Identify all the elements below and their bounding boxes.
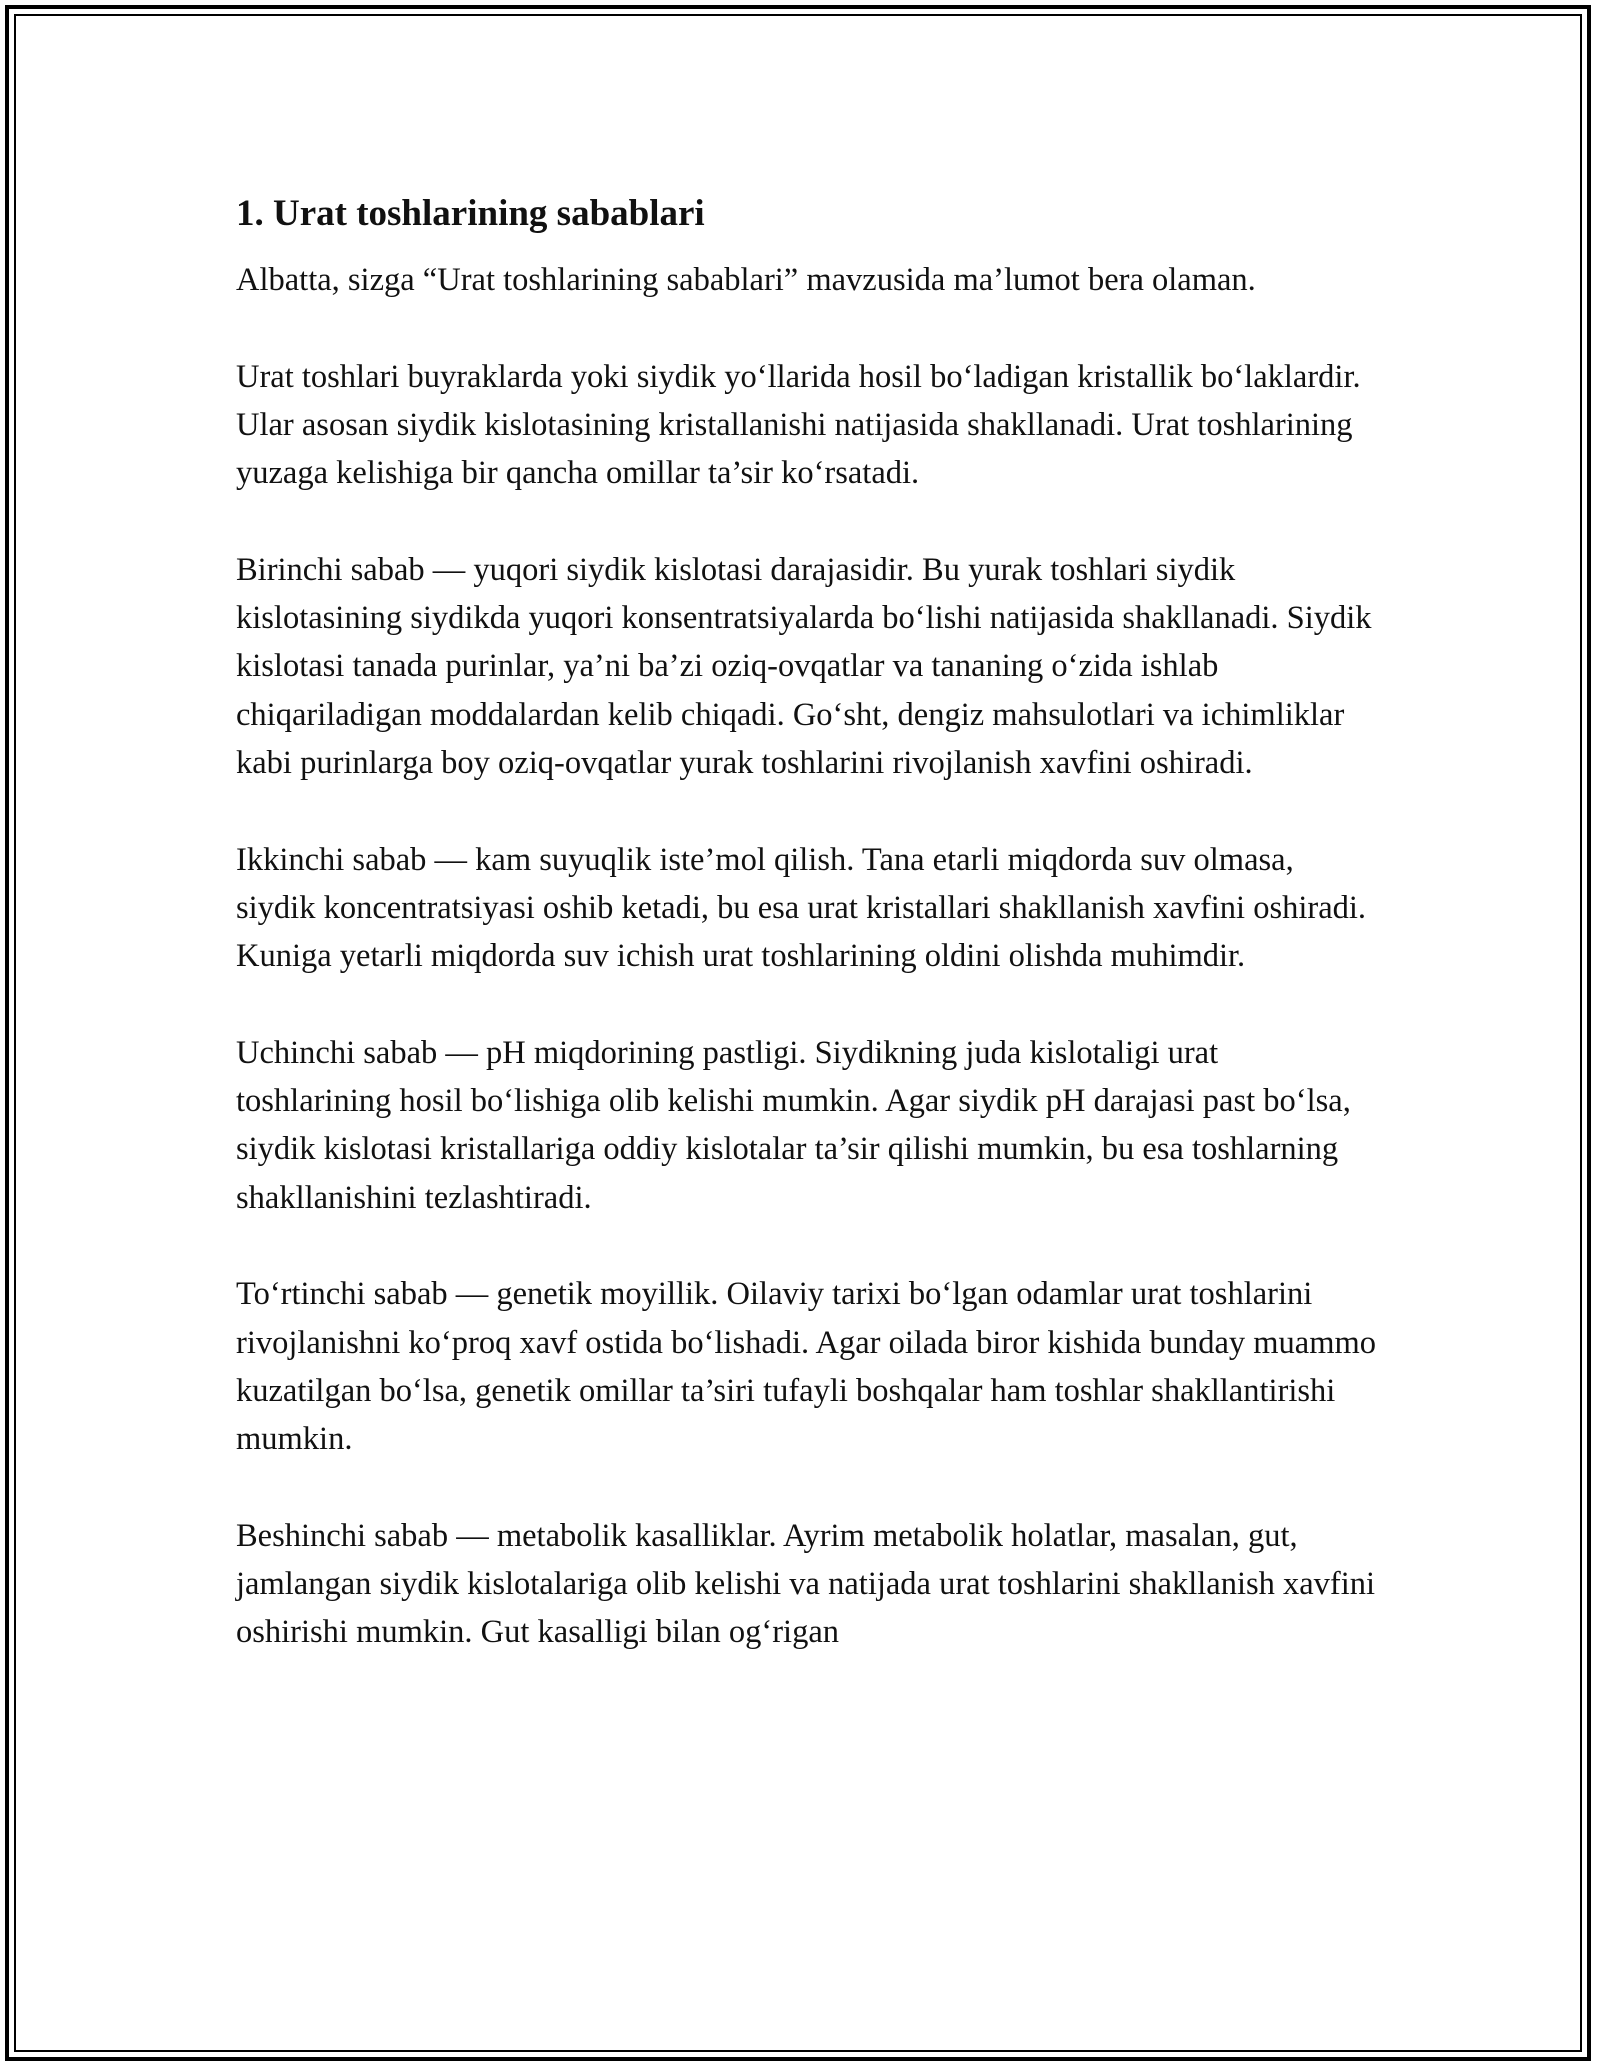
document-body	[236, 186, 1376, 1657]
paragraph-cause-3: Uchinchi sabab — pH miqdorining pastligi. Siydikning juda kislotaligi urat toshlarining hosil bo‘lishiga olib kelishi mumkin. Agar siydik pH darajasi past bo‘lsa, siydik kislotasi kristallariga oddiy kislotalar ta’sir qilishi mumkin, bu esa toshlarning shakllanishini tezlashtiradi.	[236, 1034, 1351, 1216]
paragraph-cause-1: Birinchi sabab — yuqori siydik kislotasi darajasidir. Bu yurak toshlari siydik kislotasining siydikda yuqori konsentratsiyalarda bo‘lishi natijasida shakllanadi. Siydik kislotasi tanada purinlar, ya’ni ba’zi oziq-ovqatlar va tananing o‘zida ishlab chiqariladigan moddalardan kelib chiqadi. Go‘sht, dengiz mahsulotlari va ichimliklar kabi purinlarga boy oziq-ovqatlar yurak toshlarini rivojlanish xavfini oshiradi.	[236, 551, 1372, 781]
paragraph-definition: Urat toshlari buyraklarda yoki siydik yo‘llarida hosil bo‘ladigan kristallik bo‘laklardir. Ular asosan siydik kislotasining kristallanishi natijasida shakllanadi. Urat toshlarining yuzaga kelishiga bir qancha omillar ta’sir ko‘rsatadi.	[236, 358, 1361, 492]
paragraph-cause-4: To‘rtinchi sabab — genetik moyillik. Oilaviy tarixi bo‘lgan odamlar urat toshlarini rivojlanishni ko‘proq xavf ostida bo‘lishadi. Agar oilada biror kishida bunday muammo kuzatilgan bo‘lsa, genetik omillar ta’siri tufayli boshqalar ham toshlar shakllantirishi mumkin.	[236, 1276, 1377, 1458]
paragraph-cause-2: Ikkinchi sabab — kam suyuqlik iste’mol qilish. Tana etarli miqdorda suv olmasa, siydik koncentratsiyasi oshib ketadi, bu esa urat kristallari shakllanish xavfini oshiradi. Kuniga yetarli miqdorda suv ichish urat toshlarining oldini olishda muhimdir.	[236, 841, 1367, 975]
section-title: 1. Urat toshlarining sabablari	[236, 193, 705, 234]
paragraph-cause-5: Beshinchi sabab — metabolik kasalliklar. Ayrim metabolik holatlar, masalan, gut, jamlangan siydik kislotalariga olib kelishi va natijada urat toshlarini shakllanish xavfini oshirishi mumkin. Gut kasalligi bilan og‘rigan	[236, 1517, 1376, 1651]
paragraph-intro: Albatta, sizga “Urat toshlarining sabablari” mavzusida ma’lumot bera olaman.	[236, 262, 1256, 298]
